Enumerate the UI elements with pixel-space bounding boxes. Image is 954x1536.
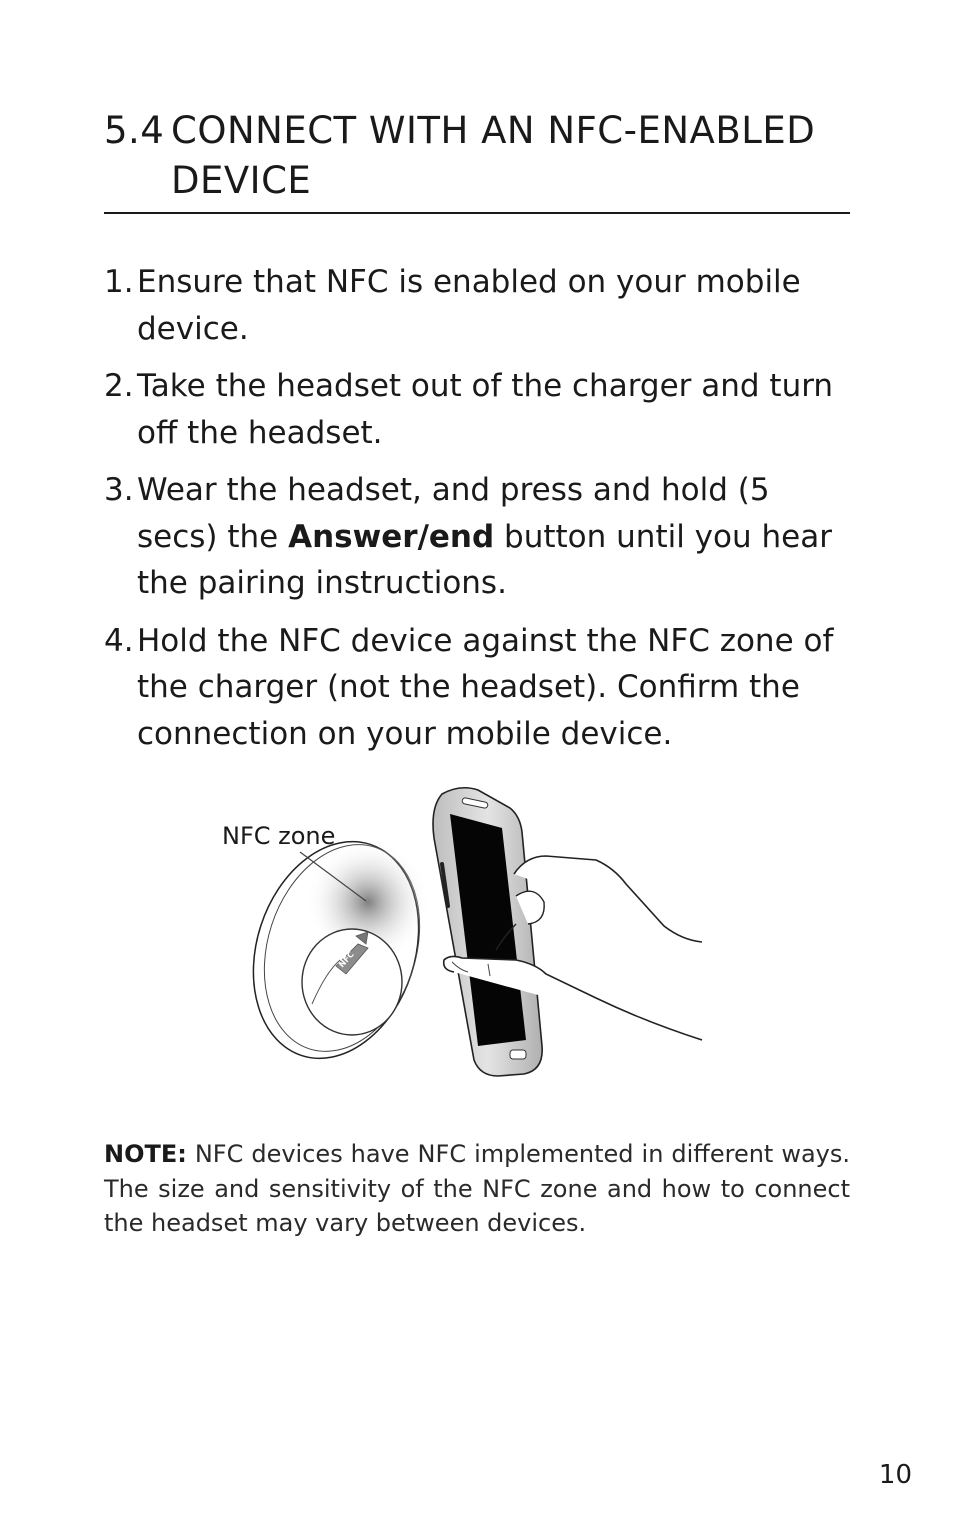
nfc-pairing-illustration bbox=[216, 784, 708, 1080]
section-number: 5.4 bbox=[104, 109, 165, 152]
step-number: 3. bbox=[104, 472, 134, 508]
step-2 bbox=[104, 363, 850, 456]
step-number: 2. bbox=[104, 368, 134, 404]
answer-end-button-name: Answer/end bbox=[288, 518, 495, 555]
instruction-steps bbox=[104, 259, 850, 768]
step-text: Ensure that NFC is enabled on your mobile device. bbox=[137, 264, 801, 347]
step-text: Hold the NFC device against the NFC zone of the charger (not the headset). Confirm the connection on your mobile device. bbox=[137, 622, 834, 752]
step-3 bbox=[104, 467, 850, 607]
nfc-zone-label: NFC zone bbox=[222, 822, 336, 850]
phone-illustration bbox=[433, 788, 542, 1076]
charger-illustration bbox=[227, 820, 446, 1080]
step-number: 1. bbox=[104, 264, 134, 300]
step-text-after: button until you hear the pairing instructions. bbox=[137, 518, 832, 601]
step-4 bbox=[104, 618, 850, 758]
step-text-before: Wear the headset, and press and hold (5 secs) the bbox=[137, 472, 770, 555]
note-text: NFC devices have NFC implemented in different ways. The size and sensitivity of the NFC zone and how to connect the headset may vary between devices. bbox=[104, 1140, 850, 1237]
section-heading bbox=[104, 106, 850, 206]
note-label: NOTE: bbox=[104, 1140, 187, 1168]
nfc-logo-text: NFC bbox=[337, 949, 356, 970]
heading-divider bbox=[104, 212, 850, 214]
note-paragraph bbox=[104, 1137, 850, 1241]
page-number: 10 bbox=[878, 1460, 912, 1490]
step-text: Take the headset out of the charger and turn off the headset. bbox=[137, 368, 834, 451]
step-number: 4. bbox=[104, 622, 134, 659]
step-1 bbox=[104, 259, 850, 352]
section-title: CONNECT WITH AN NFC-ENABLED DEVICE bbox=[171, 109, 816, 202]
